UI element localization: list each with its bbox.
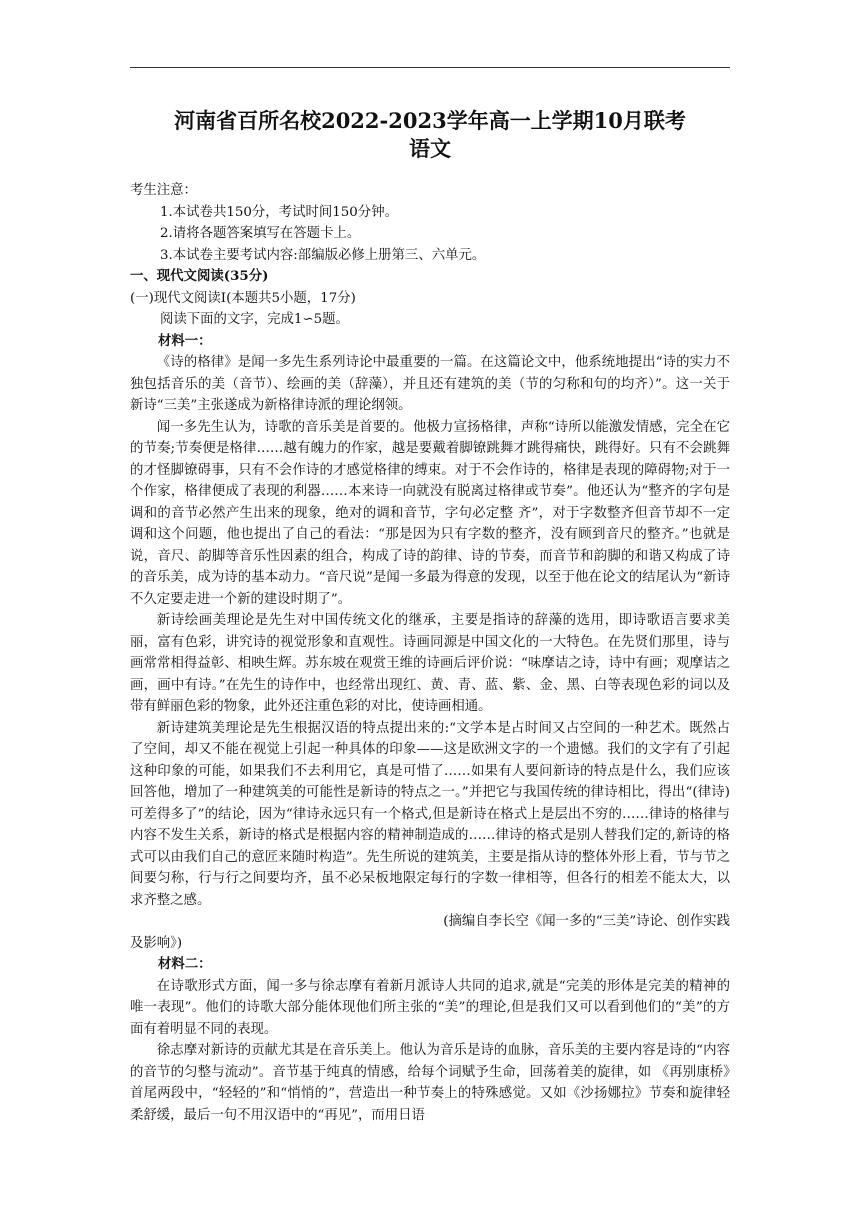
notice-item-3: 3.本试卷主要考试内容:部编版必修上册第三、六单元。 xyxy=(160,247,486,263)
section-heading: 一、现代文阅读(35分) xyxy=(130,268,269,284)
subsection-heading: (一)现代文阅读Ⅰ(本题共5小题，17分) xyxy=(130,290,356,306)
material-1-source-cont: 及影响》) xyxy=(130,935,183,951)
material-2-paragraph: 徐志摩对新诗的贡献尤其是在音乐美上。他认为音乐是诗的血脉，音乐美的主要内容是诗的“内容的音节的匀整与流动”。音节基于纯真的情感，给每个词赋予生命，回荡着美的旋律，如 《再别康桥》首尾两段中，“轻轻的”和“悄悄的”，营造出一种节奏上的特殊感觉。又如《沙扬娜拉》节奏和旋律轻柔舒缓，最后一句不用汉语中的“再见”，而用日语 xyxy=(130,1043,730,1123)
subject-title: 语文 xyxy=(409,136,451,161)
material-2-label: 材料二： xyxy=(158,956,212,972)
material-1-paragraph: 新诗建筑美理论是先生根据汉语的特点提出来的:“文学本是占时间又占空间的一种艺术。既然占了空间，却又不能在视觉上引起一种具体的印象——这是欧洲文字的一个遗憾。我们的文字有了引起这种印象的可能，如果我们不去利用它，真是可惜了……如果有人要问新诗的特点是什么，我们应该回答他，增加了一种建筑美的可能性是新诗的特点之一。”并把它与我国传统的律诗相比，得出“(律诗)可差得多了”的结论，因为“律诗永远只有一个格式,但是新诗在格式上是层出不穷的……律诗的格律与内容不发生关系，新诗的格式是根据内容的精神制造成的……律诗的格式是别人替我们定的,新诗的格式可以由我们自己的意匠来随时构造”。先生所说的建筑美，主要是指从诗的整体外形上看，节与节之间要匀称，行与行之间要均齐，虽不必呆板地限定每行的字数一律相等，但各行的相差不能太大，以求齐整之感。 xyxy=(130,720,730,908)
material-2-paragraph: 在诗歌形式方面，闻一多与徐志摩有着新月派诗人共同的追求,就是“完美的形体是完美的精神的唯一表现”。他们的诗歌大部分能体现他们所主张的“美”的理论,但是我们又可以看到他们的“美”的方面有着明显不同的表现。 xyxy=(130,978,730,1037)
material-1-label: 材料一： xyxy=(158,332,212,349)
exam-body xyxy=(130,180,730,1126)
material-1-paragraph: 闻一多先生认为，诗歌的音乐美是首要的。他极力宣扬格律，声称“诗所以能激发情感，完全在它的节奏;节奏便是格律……越有魄力的作家，越是要戴着脚镣跳舞才跳得痛快，跳得好。只有不会跳舞的才怪脚镣碍事，只有不会作诗的才感觉格律的缚束。对于不会作诗的，格律是表现的障碍物;对于一个作家，格律便成了表现的利器……本来诗一向就没有脱离过格律或节奏”。他还认为“整齐的字句是调和的音节必然产生出来的现象，绝对的调和音节，字句必定整 齐”，对于字数整齐但音节却不一定调和这个问题，他也提出了自己的看法：“那是因为只有字数的整齐，没有顾到音尺的整齐。”也就是说，音尺、韵脚等音乐性因素的组合，构成了诗的韵律、诗的节奏，而音节和韵脚的和谐又构成了诗的音乐美，成为诗的基本动力。“音尺说”是闻一多最为得意的发现，以至于他在论文的结尾认为“新诗不久定要走进一个新的建设时期了”。 xyxy=(130,419,730,607)
material-1-source: (摘编自李长空《闻一多的“三美”诗论、创作实践 xyxy=(443,914,730,929)
top-rule xyxy=(130,67,730,68)
material-1-paragraph: 新诗绘画美理论是先生对中国传统文化的继承，主要是指诗的辞藻的选用，即诗歌语言要求美丽，富有色彩，讲究诗的视觉形象和直观性。诗画同源是中国文化的一大特色。在先贤们那里，诗与画常常相得益彰、相映生辉。苏东坡在观赏王维的诗画后评价说：“味摩诘之诗，诗中有画；观摩诘之画，画中有诗。”在先生的诗作中，也经常出现红、黄、青、蓝、紫、金、黑、白等表现色彩的词以及带有鲜丽色彩的物象，此外还注重色彩的对比，使诗画相通。 xyxy=(130,613,730,714)
notice-heading: 考生注意： xyxy=(130,183,197,198)
notice-item-2: 2.请将各题答案填写在答题卡上。 xyxy=(160,226,361,241)
notice-item-1: 1.本试卷共150分，考试时间150分钟。 xyxy=(160,204,398,220)
material-1-paragraph: 《诗的格律》是闻一多先生系列诗论中最重要的一篇。在这篇论文中，他系统地提出“诗的实力不独包括音乐的美（音节）、绘画的美（辞藻），并且还有建筑的美（节的匀称和句的均齐）”。这一关于新诗“三美”主张遂成为新格律诗派的理论纲领。 xyxy=(130,355,730,413)
exam-title: 河南省百所名校2022-2023学年高一上学期10月联考 xyxy=(174,108,686,133)
instruction: 阅读下面的文字，完成1∽5题。 xyxy=(160,312,349,327)
